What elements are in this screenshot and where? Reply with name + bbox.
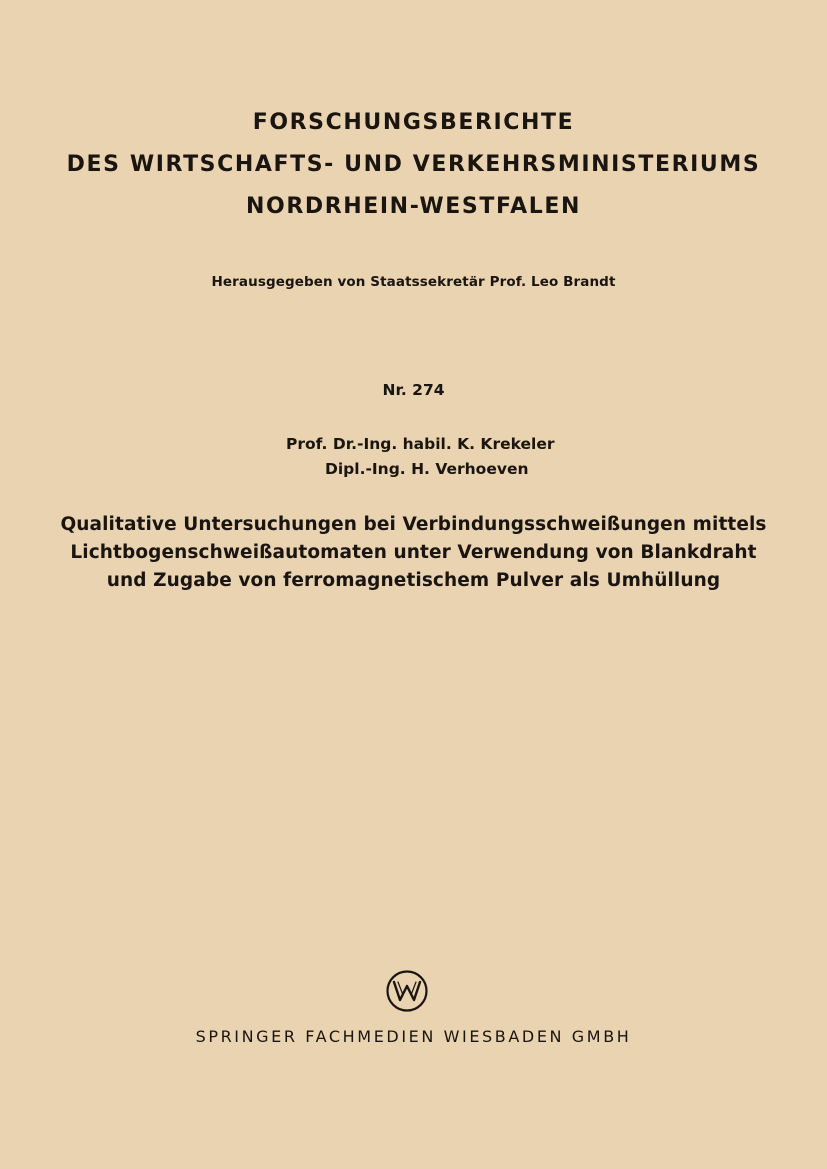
book-title-line-3: und Zugabe von ferromagnetischem Pulver als Umhüllung — [106, 570, 721, 591]
book-title-line-1: Qualitative Untersuchungen bei Verbindungsschweißungen mittels — [60, 514, 767, 535]
publisher-name: SPRINGER FACHMEDIEN WIESBADEN GMBH — [195, 1027, 632, 1046]
springer-vw-logo-icon — [385, 969, 429, 1013]
series-title-line-3: NORDRHEIN-WESTFALEN — [246, 194, 581, 219]
book-title-line-2: Lichtbogenschweißautomaten unter Verwendung von Blankdraht — [70, 542, 757, 563]
series-title-line-2: DES WIRTSCHAFTS- UND VERKEHRSMINISTERIUMS — [66, 152, 761, 177]
series-title-line-1: FORSCHUNGSBERICHTE — [252, 110, 575, 135]
editor-line: Herausgegeben von Staatssekretär Prof. Leo Brandt — [211, 274, 616, 290]
author-2: Dipl.-Ing. H. Verhoeven — [325, 460, 529, 478]
author-1: Prof. Dr.-Ing. habil. K. Krekeler — [286, 435, 555, 453]
volume-number: Nr. 274 — [382, 381, 445, 399]
